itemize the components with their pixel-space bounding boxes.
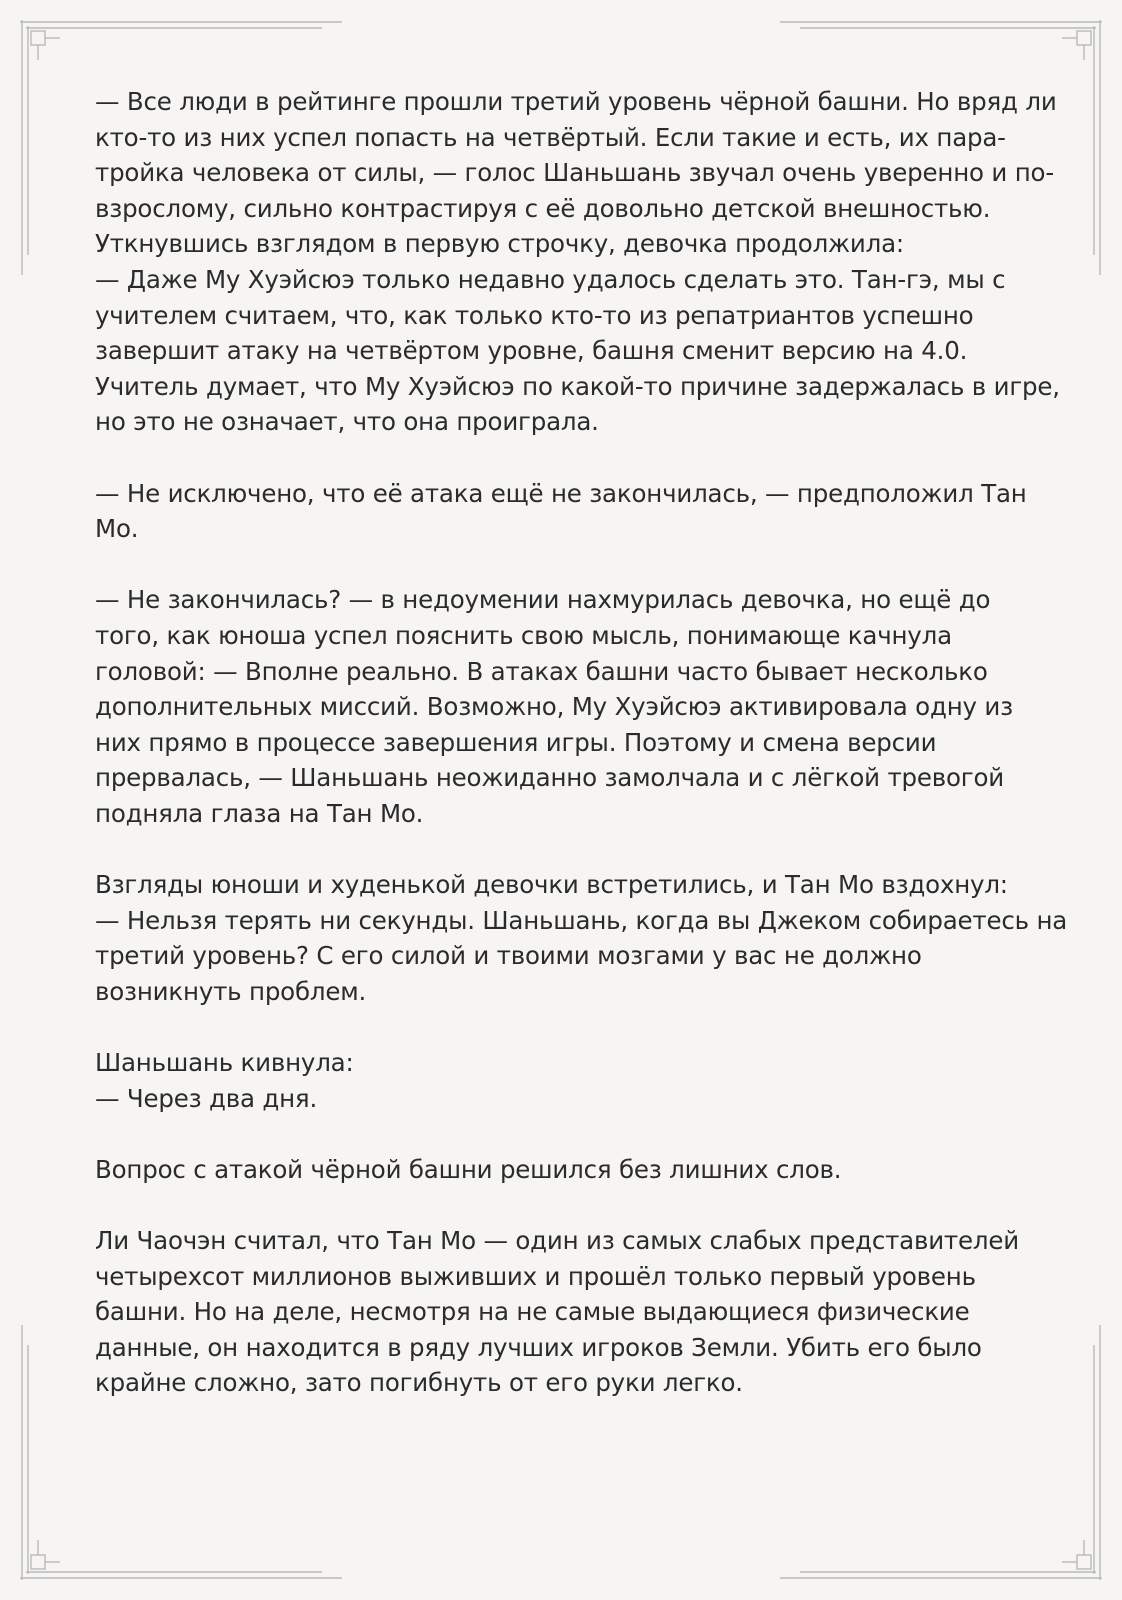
- text-line: возникнуть проблем.: [95, 976, 367, 1006]
- paragraph: [95, 84, 1060, 440]
- paragraph: [95, 1152, 1040, 1188]
- text-line: Мо.: [95, 514, 139, 544]
- text-line: учителем считаем, что, как только кто-то из репатриантов успешно: [95, 300, 974, 330]
- text-line: данные, он находится в ряду лучших игроков Земли. Убить его было: [95, 1332, 982, 1362]
- text-line: тройка человека от силы, — голос Шаньшань звучал очень уверенно и по-: [95, 158, 1054, 188]
- text-line: завершит атаку на четвёртом уровне, башня сменит версию на 4.0.: [95, 336, 968, 366]
- text-line: подняла глаза на Тан Мо.: [95, 798, 424, 828]
- text-line: — Все люди в рейтинге прошли третий уровень чёрной башни. Но вряд ли: [95, 87, 1057, 116]
- text-line: Учитель думает, что Му Хуэйсюэ по какой-то причине задержалась в игре,: [95, 371, 1060, 401]
- paragraph: [95, 582, 1040, 831]
- text-line: прервалась, — Шаньшань неожиданно замолчала и с лёгкой тревогой: [95, 763, 1004, 793]
- text-line: башни. Но на деле, несмотря на не самые выдающиеся физические: [95, 1297, 970, 1327]
- text-line: — Через два дня.: [95, 1083, 318, 1113]
- text-line: Шаньшань кивнула:: [95, 1048, 354, 1078]
- text-line: Уткнувшись взглядом в первую строчку, девочка продолжила:: [95, 229, 904, 259]
- paragraph: [95, 1223, 1040, 1401]
- text-line: них прямо в процессе завершения игры. Поэтому и смена версии: [95, 727, 937, 757]
- text-line: дополнительных миссий. Возможно, Му Хуэйсюэ активировала одну из: [95, 692, 1013, 722]
- text-line: — Не закончилась? — в недоумении нахмурилась девочка, но ещё до: [95, 585, 991, 615]
- text-line: Вопрос с атакой чёрной башни решился без лишних слов.: [95, 1154, 842, 1184]
- text-line: головой: — Вполне реально. В атаках башни часто бывает несколько: [95, 656, 988, 686]
- paragraph: [95, 867, 1068, 1009]
- text-line: но это не означает, что она проиграла.: [95, 407, 599, 437]
- text-line: крайне сложно, зато погибнуть от его руки легко.: [95, 1368, 743, 1398]
- document-body: [95, 84, 1068, 1437]
- text-line: четырехсот миллионов выживших и прошёл только первый уровень: [95, 1261, 976, 1291]
- text-line: — Нельзя терять ни секунды. Шаньшань, когда вы Джеком собираетесь на: [95, 905, 1068, 935]
- text-line: взрослому, сильно контрастируя с её довольно детской внешностью.: [95, 193, 991, 223]
- text-line: — Даже Му Хуэйсюэ только недавно удалось сделать это. Тан-гэ, мы с: [95, 264, 1006, 294]
- paragraph: [95, 1045, 1040, 1116]
- text-line: третий уровень? С его силой и твоими мозгами у вас не должно: [95, 941, 922, 971]
- text-line: — Не исключено, что её атака ещё не закончилась, — предположил Тан: [95, 478, 1027, 508]
- text-line: кто-то из них успел попасть на четвёртый. Если такие и есть, их пара-: [95, 122, 1006, 152]
- text-line: Взгляды юноши и худенькой девочки встретились, и Тан Мо вздохнул:: [95, 870, 1008, 900]
- text-line: Ли Чаочэн считал, что Тан Мо — один из самых слабых представителей: [95, 1226, 1019, 1255]
- text-line: того, как юноша успел пояснить свою мысль, понимающе качнула: [95, 620, 952, 650]
- paragraph: [95, 476, 1040, 547]
